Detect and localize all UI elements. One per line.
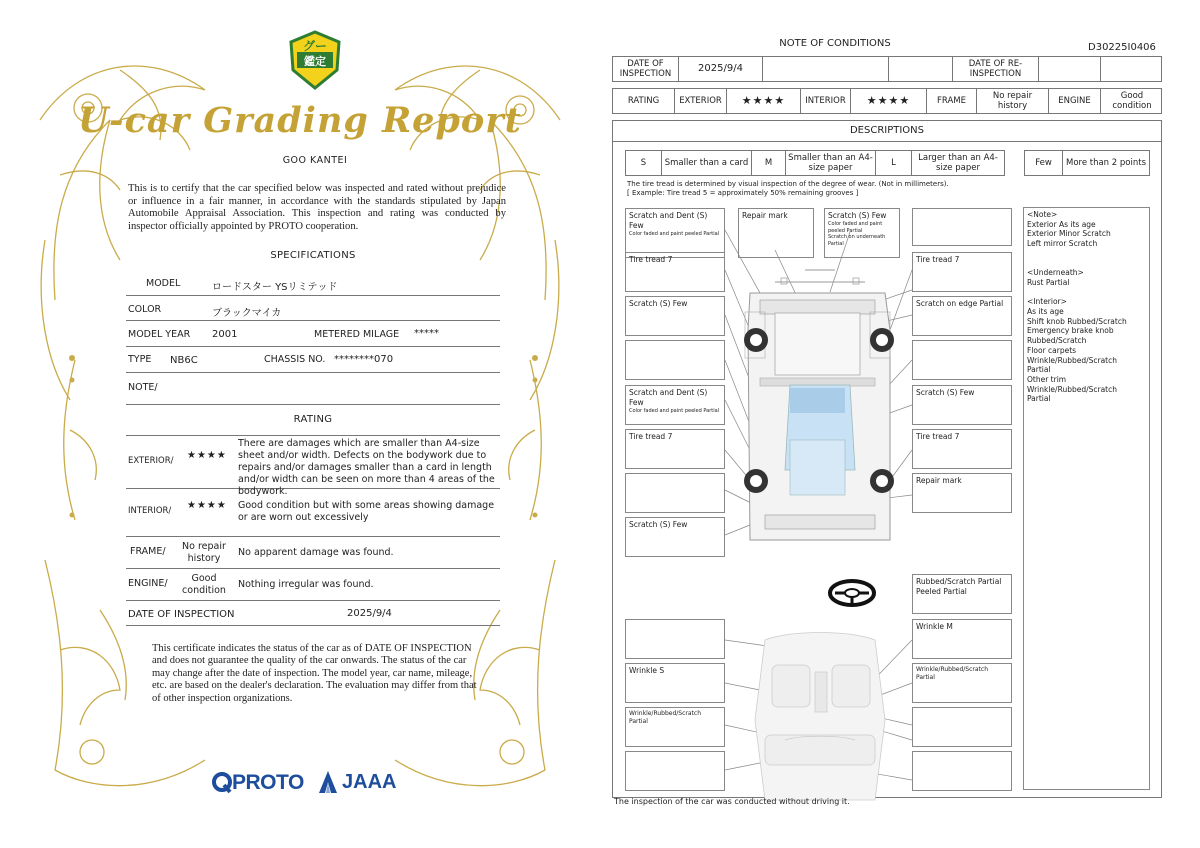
interior-description: Good condition but with some areas showing damage or are worn out excessively <box>238 500 495 523</box>
note-item-1: Exterior As its age <box>1027 219 1096 229</box>
damage-box-front-bumper-text: Scratch (S) Few <box>828 211 887 220</box>
damage-box-steering-text-1: Rubbed/Scratch Partial <box>916 577 1002 586</box>
damage-box-front-left <box>625 208 725 258</box>
legend-l-text: Larger than an A4-size paper <box>918 153 998 173</box>
interior-item-9: Wrinkle/Rubbed/Scratch <box>1027 384 1117 394</box>
interior-box-right-seat-text: Wrinkle/Rubbed/Scratch Partial <box>916 666 988 681</box>
rating-label: RATING <box>613 89 675 113</box>
legend-m-text: Smaller than an A4-size paper <box>786 151 876 175</box>
damage-box-trunk <box>912 473 1012 513</box>
damage-box-front-bumper <box>824 208 900 258</box>
damage-box-trunk-text: Repair mark <box>916 476 962 485</box>
interior-stars: ★★★★ <box>851 89 927 113</box>
damage-box-left-empty-2 <box>625 473 725 513</box>
svg-text:グー: グー <box>302 39 328 53</box>
interior-item-8: Other trim <box>1027 374 1067 384</box>
interior-box-left-empty-1 <box>625 619 725 659</box>
tire-box-front-left <box>625 252 725 292</box>
tire-box-rear-right-text: Tire tread 7 <box>916 432 960 441</box>
interior-item-1: As its age <box>1027 306 1064 316</box>
legend-few-key: Few <box>1025 151 1063 175</box>
report-title: U-car Grading Report <box>78 100 522 141</box>
date-of-reinspection-label: DATE OF RE-INSPECTION <box>953 57 1039 81</box>
frame-value: No repair history <box>977 89 1049 113</box>
spec-row-year-milage <box>126 321 500 347</box>
spec-row-model <box>126 270 500 296</box>
exterior-label: EXTERIOR/ <box>128 456 174 466</box>
damage-box-right-door <box>912 385 1012 425</box>
damage-box-left-fender-text: Scratch (S) Few <box>629 299 688 308</box>
interior-box-left-floor <box>625 707 725 747</box>
metered-milage-value: ***** <box>414 328 439 339</box>
interior-box-right-seat <box>912 663 1012 703</box>
interior-box-left-floor-text: Wrinkle/Rubbed/Scratch Partial <box>629 710 701 725</box>
goo-kantei-badge-icon <box>287 30 343 92</box>
car-top-view <box>745 270 890 540</box>
jaaa-logo-icon <box>318 770 338 794</box>
model-label: MODEL <box>146 278 181 289</box>
engine-label: ENGINE/ <box>128 578 168 589</box>
frame-label: FRAME <box>927 89 977 113</box>
model-year-value: 2001 <box>212 329 238 340</box>
proto-logo-icon <box>212 772 232 794</box>
tire-box-rear-left-text: Tire tread 7 <box>629 432 673 441</box>
steering-wheel-icon <box>830 581 874 605</box>
damage-box-hood <box>738 208 814 258</box>
damage-box-front-right <box>912 208 1012 246</box>
tire-box-rear-left <box>625 429 725 469</box>
frame-value: No repair history <box>182 541 226 564</box>
note-label: NOTE/ <box>128 382 158 393</box>
damage-box-left-door-text: Scratch and Dent (S) Few <box>629 388 708 407</box>
interior-item-4: Rubbed/Scratch <box>1027 336 1087 346</box>
interior-box-dashboard-text: Wrinkle M <box>916 622 953 631</box>
chassis-value: ********070 <box>334 354 394 365</box>
tire-box-front-left-text: Tire tread 7 <box>629 255 673 264</box>
note-item-3: Left mirror Scratch <box>1027 239 1098 249</box>
date-of-inspection-value: 2025/9/4 <box>347 608 392 619</box>
certificate-disclaimer: This certificate indicates the status of the car as of DATE OF INSPECTION and does not guarantee the quality of the car onwards. The status of the car may change after the date of inspection. The model year, car name, mileage, etc. are based on the dealer's declaration. The evaluation may differ from that of other inspection organizations. <box>152 643 477 704</box>
frame-description: No apparent damage was found. <box>238 547 394 558</box>
rating-heading: RATING <box>293 414 333 425</box>
specifications-heading: SPECIFICATIONS <box>270 250 356 261</box>
damage-box-left-door <box>625 385 725 425</box>
damage-box-steering-text-2: Peeled Partial <box>916 587 967 596</box>
engine-value: Good condition <box>182 573 226 596</box>
damage-box-left-fender <box>625 296 725 336</box>
engine-description: Nothing irregular was found. <box>238 579 374 590</box>
interior-box-left-seat <box>625 663 725 703</box>
note-heading: <Note> <box>1027 210 1058 219</box>
damage-box-rear-left-text: Scratch (S) Few <box>629 520 688 529</box>
legend-few-text: More than 2 points <box>1065 158 1146 168</box>
interior-item-6: Wrinkle/Rubbed/Scratch <box>1027 355 1117 365</box>
interior-label: INTERIOR/ <box>128 506 172 516</box>
color-label: COLOR <box>128 304 162 315</box>
interior-box-left-seat-text: Wrinkle S <box>629 666 665 675</box>
legend-s-text: Smaller than a card <box>662 151 752 175</box>
jaaa-logo-text: JAAA <box>342 771 397 793</box>
descriptions-heading: DESCRIPTIONS <box>612 120 1162 142</box>
damage-box-steering <box>912 574 1012 614</box>
chassis-label: CHASSIS NO. <box>264 354 326 365</box>
interior-heading: <Interior> <box>1027 297 1067 307</box>
note-of-conditions <box>600 0 1200 848</box>
interior-item-2: Shift knob Rubbed/Scratch <box>1027 316 1127 326</box>
damage-box-rear-left <box>625 517 725 557</box>
frame-label: FRAME/ <box>130 546 166 557</box>
engine-label: ENGINE <box>1049 89 1101 113</box>
tire-box-rear-right <box>912 429 1012 469</box>
damage-box-right-fender <box>912 296 1012 336</box>
interior-box-left-empty-2 <box>625 751 725 791</box>
tire-tread-note-line-1: The tire tread is determined by visual inspection of the degree of wear. (Not in millimeters). <box>627 180 949 188</box>
color-value: ブラックマイカ <box>212 308 282 319</box>
damage-box-right-fender-text: Scratch on edge Partial <box>916 299 1004 308</box>
engine-value: Good condition <box>1112 91 1152 111</box>
damage-box-left-door-subtext: Color faded and paint peeled Partial <box>629 408 720 414</box>
interior-top-view <box>755 633 885 801</box>
interior-box-right-empty-1 <box>912 707 1012 747</box>
condition-notes-list <box>1023 207 1150 790</box>
underneath-item-1: Rust Partial <box>1027 277 1070 287</box>
rating-row-date <box>126 601 500 626</box>
damage-box-front-bumper-subtext-2: Scratch on underneath Partial <box>828 234 886 247</box>
date-of-inspection-label: DATE OF INSPECTION <box>613 57 679 81</box>
underneath-heading: <Underneath> <box>1027 268 1084 278</box>
type-label: TYPE <box>128 354 152 365</box>
spec-row-type-chassis <box>126 347 500 373</box>
model-year-label: MODEL YEAR <box>128 329 191 340</box>
type-value: NB6C <box>170 355 198 366</box>
inspection-drive-note: The inspection of the car was conducted without driving it. <box>614 797 850 806</box>
damage-box-left-empty-1 <box>625 340 725 380</box>
damage-box-right-empty-1 <box>912 340 1012 380</box>
note-of-conditions-title: NOTE OF CONDITIONS <box>779 38 891 49</box>
damage-box-front-bumper-subtext-1: Color faded and paint peeled Partial <box>828 221 883 234</box>
interior-label: INTERIOR <box>801 89 851 113</box>
damage-box-hood-text: Repair mark <box>742 211 788 220</box>
legend-l-key: L <box>876 151 912 175</box>
damage-box-right-door-text: Scratch (S) Few <box>916 388 975 397</box>
interior-item-7: Partial <box>1027 365 1051 375</box>
document-id: D30225I0406 <box>1088 42 1156 53</box>
interior-box-right-empty-2 <box>912 751 1012 791</box>
tire-box-front-right-text: Tire tread 7 <box>916 255 960 264</box>
certification-statement: This is to certify that the car specified below was inspected and rated without prejudice or influence in a fair manner, in accordance with the standards stipulated by Japan Automobile Appraisal Association. This inspection and rating was conducted by inspector officially appointed by PROTO cooperation. <box>128 183 506 232</box>
date-of-inspection-label: DATE OF INSPECTION <box>128 609 235 620</box>
date-of-inspection-value: 2025/9/4 <box>679 57 763 81</box>
interior-item-3: Emergency brake knob <box>1027 326 1114 336</box>
exterior-label: EXTERIOR <box>675 89 727 113</box>
exterior-stars: ★★★★ <box>187 450 227 461</box>
spec-row-note <box>126 373 500 405</box>
rating-row-interior <box>126 489 500 537</box>
model-value: ロードスター YSリミテッド <box>212 282 338 293</box>
legend-s-key: S <box>626 151 662 175</box>
exterior-description: There are damages which are smaller than A4-size sheet and/or width. Defects on the bodywork due to repairs and/or damages smaller than a card in length and/or width can be seen on more than 4 areas of the bodywork. <box>238 438 495 497</box>
spec-row-color <box>126 296 500 321</box>
proto-logo-text: PROTO <box>232 771 304 794</box>
metered-milage-label: METERED MILAGE <box>314 329 400 340</box>
interior-item-5: Floor carpets <box>1027 345 1077 355</box>
rating-row-engine <box>126 569 500 601</box>
exterior-stars: ★★★★ <box>727 89 801 113</box>
damage-box-front-left-text: Scratch and Dent (S) Few <box>629 211 708 230</box>
interior-item-10: Partial <box>1027 394 1051 404</box>
report-subtitle: GOO KANTEI <box>282 155 348 166</box>
interior-box-dashboard <box>912 619 1012 659</box>
svg-text:鑑定: 鑑定 <box>304 55 326 68</box>
rating-row-exterior <box>126 436 500 497</box>
tire-tread-note-line-2: [ Example: Tire tread 5 = approximately 50% remaining grooves ] <box>627 189 859 197</box>
damage-box-front-left-subtext: Color faded and paint peeled Partial <box>629 231 720 237</box>
note-item-2: Exterior Minor Scratch <box>1027 229 1111 239</box>
tire-box-front-right <box>912 252 1012 292</box>
legend-m-key: M <box>752 151 786 175</box>
rating-row-frame <box>126 537 500 569</box>
interior-stars: ★★★★ <box>187 500 227 511</box>
